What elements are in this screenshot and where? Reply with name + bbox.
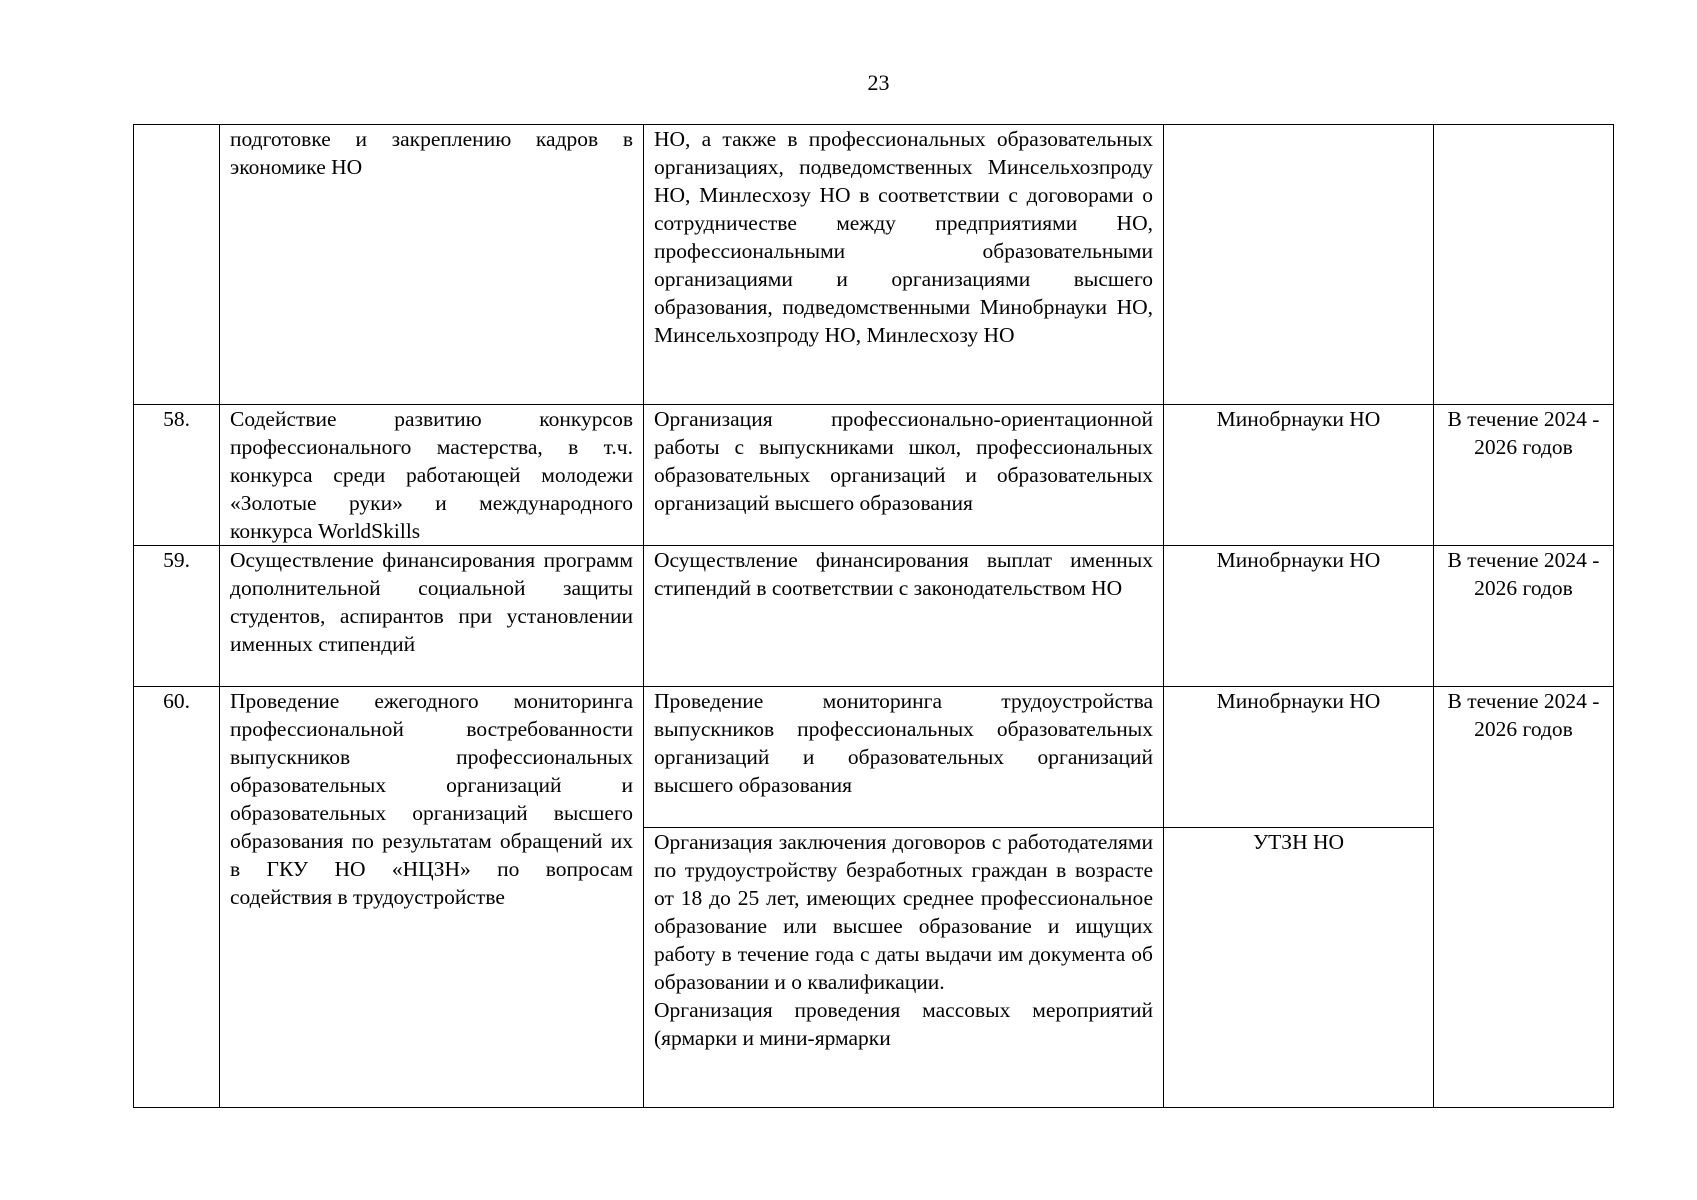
event-cell: Осуществление финансирования программ дополнительной социальной защиты студентов, аспирантов при установлении именных стипендий [220,546,644,687]
row-number: 58. [134,405,220,546]
content-cell: Осуществление финансирования выплат именных стипендий в соответствии с законодательством НО [644,546,1164,687]
content-cell: Организация профессионально-ориентационной работы с выпускниками школ, профессиональных образовательных организаций и образовательных организаций высшего образования [644,405,1164,546]
term-cell: В течение 2024 - 2026 годов [1434,687,1614,1108]
table-row [134,405,1614,546]
event-cell: Проведение ежегодного мониторинга профессиональной востребованности выпускников профессиональных образовательных организаций и образовательных организаций высшего образования по результатам обращений их в ГКУ НО «НЦЗН» по вопросам содействия в трудоустройстве [220,687,644,1108]
term-cell [1434,125,1614,405]
executor-cell: Минобрнауки НО [1164,405,1434,546]
content-cell: Проведение мониторинга трудоустройства выпускников профессиональных образовательных организаций и образовательных организаций высшего образования [644,687,1164,828]
row-number: 60. [134,687,220,1108]
executor-cell: Минобрнауки НО [1164,687,1434,828]
term-cell: В течение 2024 - 2026 годов [1434,546,1614,687]
content-cell [644,828,1164,1108]
event-cell: Содействие развитию конкурсов профессионального мастерства, в т.ч. конкурса среди работающей молодежи «Золотые руки» и международного конкурса WorldSkills [220,405,644,546]
table-row [134,546,1614,687]
term-cell: В течение 2024 - 2026 годов [1434,405,1614,546]
row-number [134,125,220,405]
event-cell: подготовке и закреплению кадров в экономике НО [220,125,644,405]
table-row [134,125,1614,405]
content-cell: НО, а также в профессиональных образовательных организациях, подведомственных Минсельхозпроду НО, Минлесхозу НО в соответствии с договорами о сотрудничестве между предприятиями НО, профессиональными образовательными организациями и организациями высшего образования, подведомственными Минобрнауки НО, Минсельхозпроду НО, Минлесхозу НО [644,125,1164,405]
page-number: 23 [867,70,890,95]
executor-cell [1164,125,1434,405]
executor-cell: УТЗН НО [1164,828,1434,1108]
content-paragraph: Организация проведения массовых мероприятий (ярмарки и мини-ярмарки [654,998,1153,1050]
executor-cell: Минобрнауки НО [1164,546,1434,687]
row-number: 59. [134,546,220,687]
content-paragraph: Организация заключения договоров с работодателями по трудоустройству безработных граждан в возрасте от 18 до 25 лет, имеющих среднее профессиональное образование или высшее образование и ищущих работу в течение года с даты выдачи им документа об образовании и о квалификации. [654,830,1153,994]
measures-table [133,124,1614,1108]
table-row [134,687,1614,828]
